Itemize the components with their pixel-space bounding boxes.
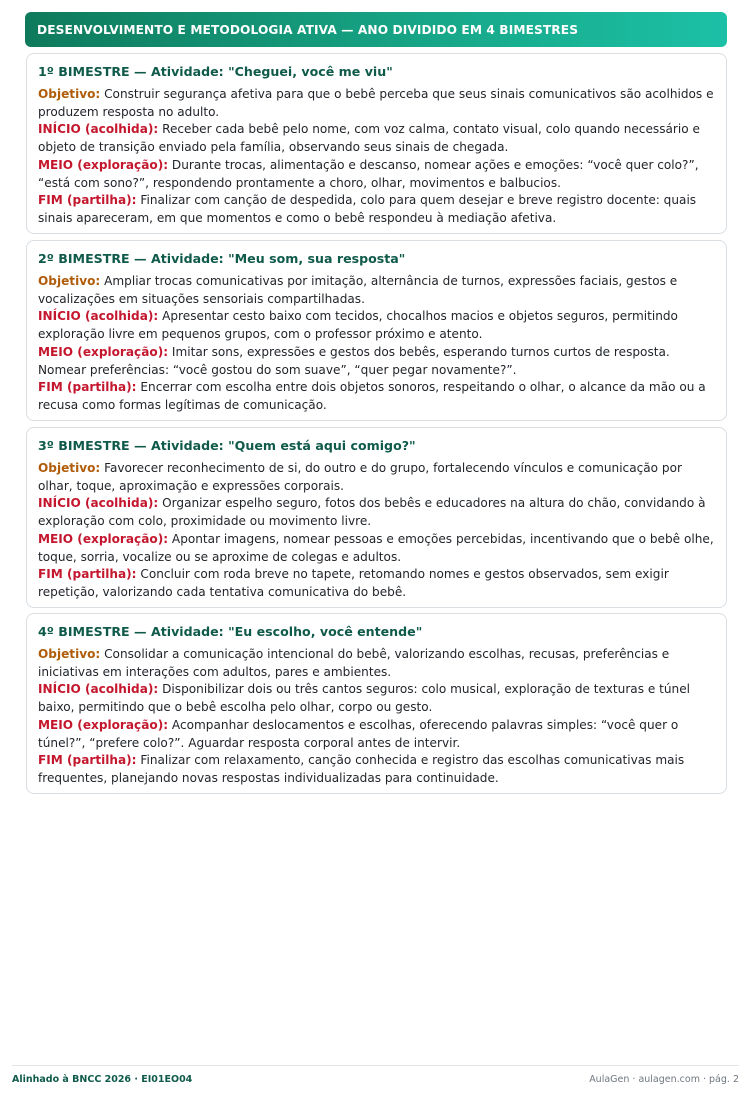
meio-text: Durante trocas, alimentação e descanso, nomear ações e emoções: “você quer colo?”, “está com sono?”, respondendo prontamente a choro, olhar, movimentos e balbucios. [38, 157, 699, 190]
meio-row [38, 344, 715, 379]
page-header-banner [25, 12, 727, 47]
inicio-text: Receber cada bebê pelo nome, com voz calma, contato visual, colo quando necessário e objeto de transição enviado pela família, observando seus sinais de chegada. [38, 122, 700, 155]
objetivo-label: Objetivo: [38, 461, 101, 475]
objetivo-text: Construir segurança afetiva para que o bebê perceba que seus sinais comunicativos são acolhidos e produzem resposta no adulto. [38, 87, 714, 119]
footer-divider [12, 1065, 739, 1066]
objetivo-text: Consolidar a comunicação intencional do bebê, valorizando escolhas, recusas, preferências e iniciativas em interações com adultos, pares e ambientes. [38, 647, 670, 679]
fim-row [38, 566, 715, 601]
header-title: DESENVOLVIMENTO E METODOLOGIA ATIVA — ANO DIVIDIDO EM 4 BIMESTRES [37, 23, 579, 37]
inicio-label: INÍCIO (acolhida): [38, 309, 159, 324]
bimestre-card-1 [26, 53, 727, 234]
meio-row [38, 531, 715, 566]
inicio-text: Organizar espelho seguro, fotos dos bebês e educadores na altura do chão, convidando à exploração com colo, proximidade ou movimento livre. [38, 496, 706, 529]
meio-label: MEIO (exploração): [38, 531, 169, 546]
meio-text: Apontar imagens, nomear pessoas e emoções percebidas, incentivando que o bebê olhe, toque, sorria, vocalize ou se aproxime de colegas e adultos. [38, 531, 714, 564]
objetivo-row [38, 460, 715, 495]
fim-text: Finalizar com relaxamento, canção conhecida e registro das escolhas comunicativas mais frequentes, planejando novas respostas individualizadas para continuidade. [38, 753, 685, 785]
bimestre-card-3 [26, 427, 727, 608]
inicio-text: Apresentar cesto baixo com tecidos, chocalhos macios e objetos seguros, permitindo exploração livre em pequenos grupos, com o professor próximo e atento. [38, 309, 678, 342]
objetivo-row [38, 646, 715, 681]
inicio-label: INÍCIO (acolhida): [38, 496, 159, 511]
bimestre-title: 2º BIMESTRE — Atividade: "Meu som, sua resposta" [38, 251, 406, 266]
fim-label: FIM (partilha): [38, 753, 137, 768]
bimestre-title: 4º BIMESTRE — Atividade: "Eu escolho, você entende" [38, 624, 423, 639]
fim-row [38, 752, 715, 787]
meio-label: MEIO (exploração): [38, 157, 169, 172]
meio-label: MEIO (exploração): [38, 717, 169, 732]
footer-bncc-alignment: Alinhado à BNCC 2026 · EI01EO04 [12, 1074, 193, 1085]
bimestre-title: 3º BIMESTRE — Atividade: "Quem está aqui comigo?" [38, 438, 416, 453]
bimestre-title: 1º BIMESTRE — Atividade: "Cheguei, você me viu" [38, 64, 393, 79]
objetivo-label: Objetivo: [38, 647, 101, 661]
fim-label: FIM (partilha): [38, 380, 137, 395]
bimestre-card-2 [26, 240, 727, 421]
footer-page-info: AulaGen · aulagen.com · pág. 2 [589, 1074, 739, 1085]
inicio-row [38, 495, 715, 530]
objetivo-label: Objetivo: [38, 274, 101, 288]
objetivo-row [38, 86, 715, 121]
inicio-label: INÍCIO (acolhida): [38, 682, 159, 697]
inicio-row [38, 121, 715, 156]
meio-text: Imitar sons, expressões e gestos dos bebês, esperando turnos curtos de resposta. Nomear preferências: “você gostou do som suave”, “quer pegar novamente?”. [38, 344, 670, 377]
inicio-label: INÍCIO (acolhida): [38, 122, 159, 137]
objetivo-text: Ampliar trocas comunicativas por imitação, alternância de turnos, expressões faciais, gestos e vocalizações em situações sensoriais compartilhadas. [38, 274, 678, 306]
inicio-row [38, 681, 715, 716]
fim-text: Encerrar com escolha entre dois objetos sonoros, respeitando o olhar, o alcance da mão ou a recusa como formas legítimas de comunicação. [38, 380, 706, 412]
objetivo-text: Favorecer reconhecimento de si, do outro e do grupo, fortalecendo vínculos e comunicação por olhar, toque, aproximação e expressões corporais. [38, 461, 682, 493]
inicio-row [38, 308, 715, 343]
meio-row [38, 717, 715, 752]
fim-row [38, 379, 715, 414]
fim-text: Concluir com roda breve no tapete, retomando nomes e gestos observados, sem exigir repetição, valorizando cada tentativa comunicativa do bebê. [38, 567, 669, 599]
bimestre-card-4 [26, 613, 727, 794]
objetivo-label: Objetivo: [38, 87, 101, 101]
fim-label: FIM (partilha): [38, 567, 137, 582]
fim-text: Finalizar com canção de despedida, colo para quem desejar e breve registro docente: quais sinais apareceram, em que momentos e como o bebê respondeu à mediação afetiva. [38, 193, 697, 225]
objetivo-row [38, 273, 715, 308]
inicio-text: Disponibilizar dois ou três cantos seguros: colo musical, exploração de texturas e túnel baixo, permitindo que o bebê escolha pelo olhar, corpo ou gesto. [38, 682, 691, 715]
meio-label: MEIO (exploração): [38, 344, 169, 359]
fim-label: FIM (partilha): [38, 193, 137, 208]
fim-row [38, 192, 715, 227]
meio-text: Acompanhar deslocamentos e escolhas, oferecendo palavras simples: “você quer o túnel?”, “prefere colo?”. Aguardar resposta corporal antes de intervir. [38, 717, 679, 750]
meio-row [38, 157, 715, 192]
